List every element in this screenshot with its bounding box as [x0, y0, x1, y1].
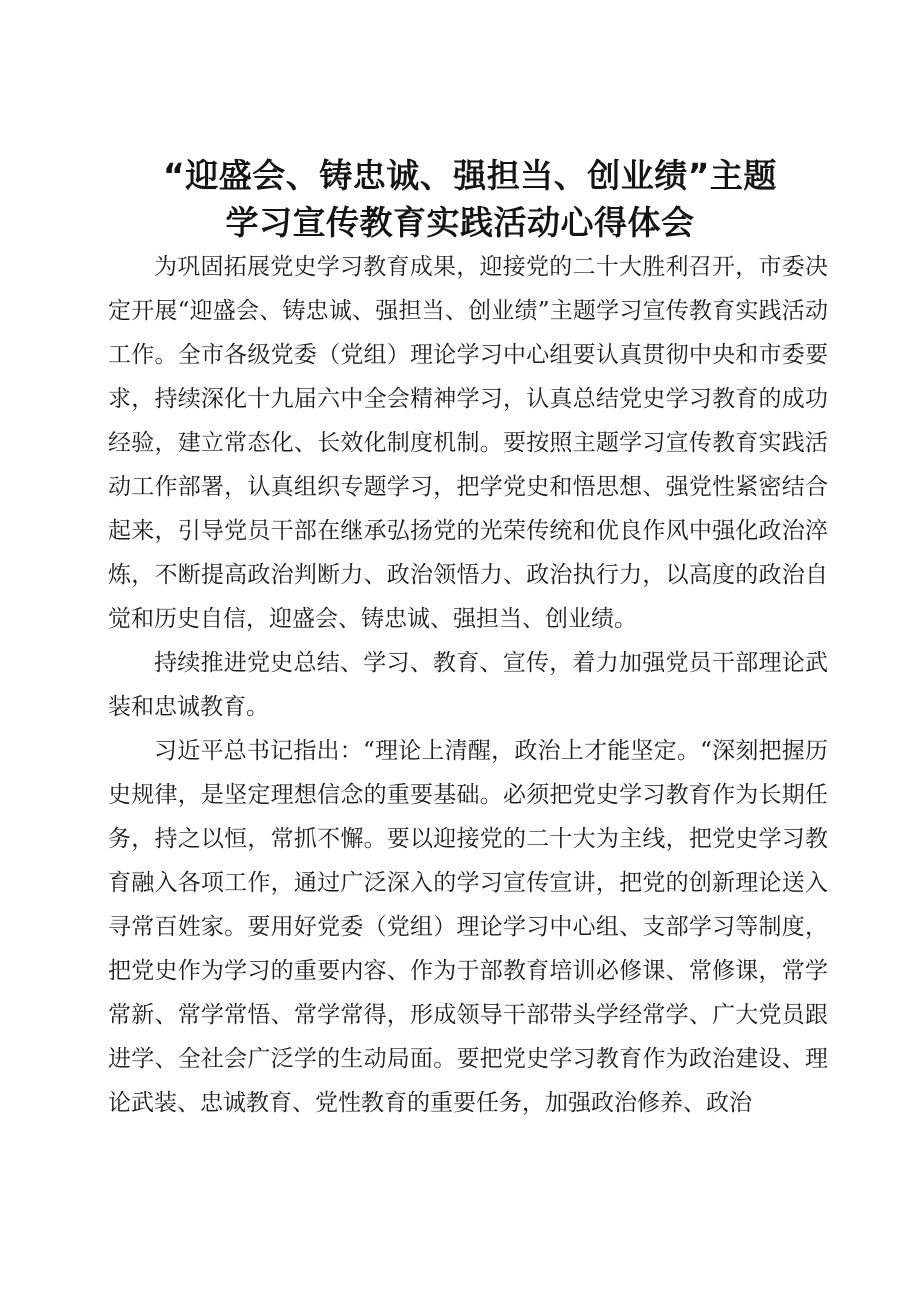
paragraph-2: 持续推进党史总结、学习、教育、宣传，着力加强党员干部理论武装和忠诚教育。 — [108, 650, 828, 720]
document-title-line-2: 学习宣传教育实践活动心得体会 — [225, 203, 695, 242]
document-body — [108, 245, 828, 1125]
paragraph-3: 习近平总书记指出：“理论上清醒，政治上才能坚定。“深刻把握历史规律，是坚定理想信念的重要基础。必须把党史学习教育作为长期任务，持之以恒，常抓不懈。要以迎接党的二十大为主线，把党史学习教育融入各项工作，通过广泛深入的学习宣传宣讲，把党的创新理论送入寻常百姓家。要用好党委（党组）理论学习中心组、支部学习等制度，把党史作为学习的重要内容、作为于部教育培训必修课、常修课，常学常新、常学常悟、常学常得，形成领导干部带头学经常学、广大党员跟进学、全社会广泛学的生动局面。要把党史学习教育作为政治建设、理论武装、忠诚教育、党性教育的重要任务，加强政治修养、政治 — [108, 738, 828, 1116]
paragraph-1: 为巩固拓展党史学习教育成果，迎接党的二十大胜利召开，市委决定开展“迎盛会、铸忠诚、强担当、创业绩”主题学习宣传教育实践活动工作。全市各级党委（党组）理论学习中心组要认真贯彻中央和市委要求，持续深化十九届六中全会精神学习，认真总结党史学习教育的成功经验，建立常态化、长效化制度机制。要按照主题学习宣传教育实践活动工作部署，认真组织专题学习，把学党史和悟思想、强党性紧密结合起来，引导党员干部在继承弘扬党的光荣传统和优良作风中强化政治淬炼，不断提高政治判断力、政治领悟力、政治执行力，以高度的政治自觉和历史自信，迎盛会、铸忠诚、强担当、创业绩。 — [108, 254, 828, 632]
document-title-line-1: “迎盛会、铸忠诚、强担当、创业绩”主题 — [163, 156, 777, 195]
